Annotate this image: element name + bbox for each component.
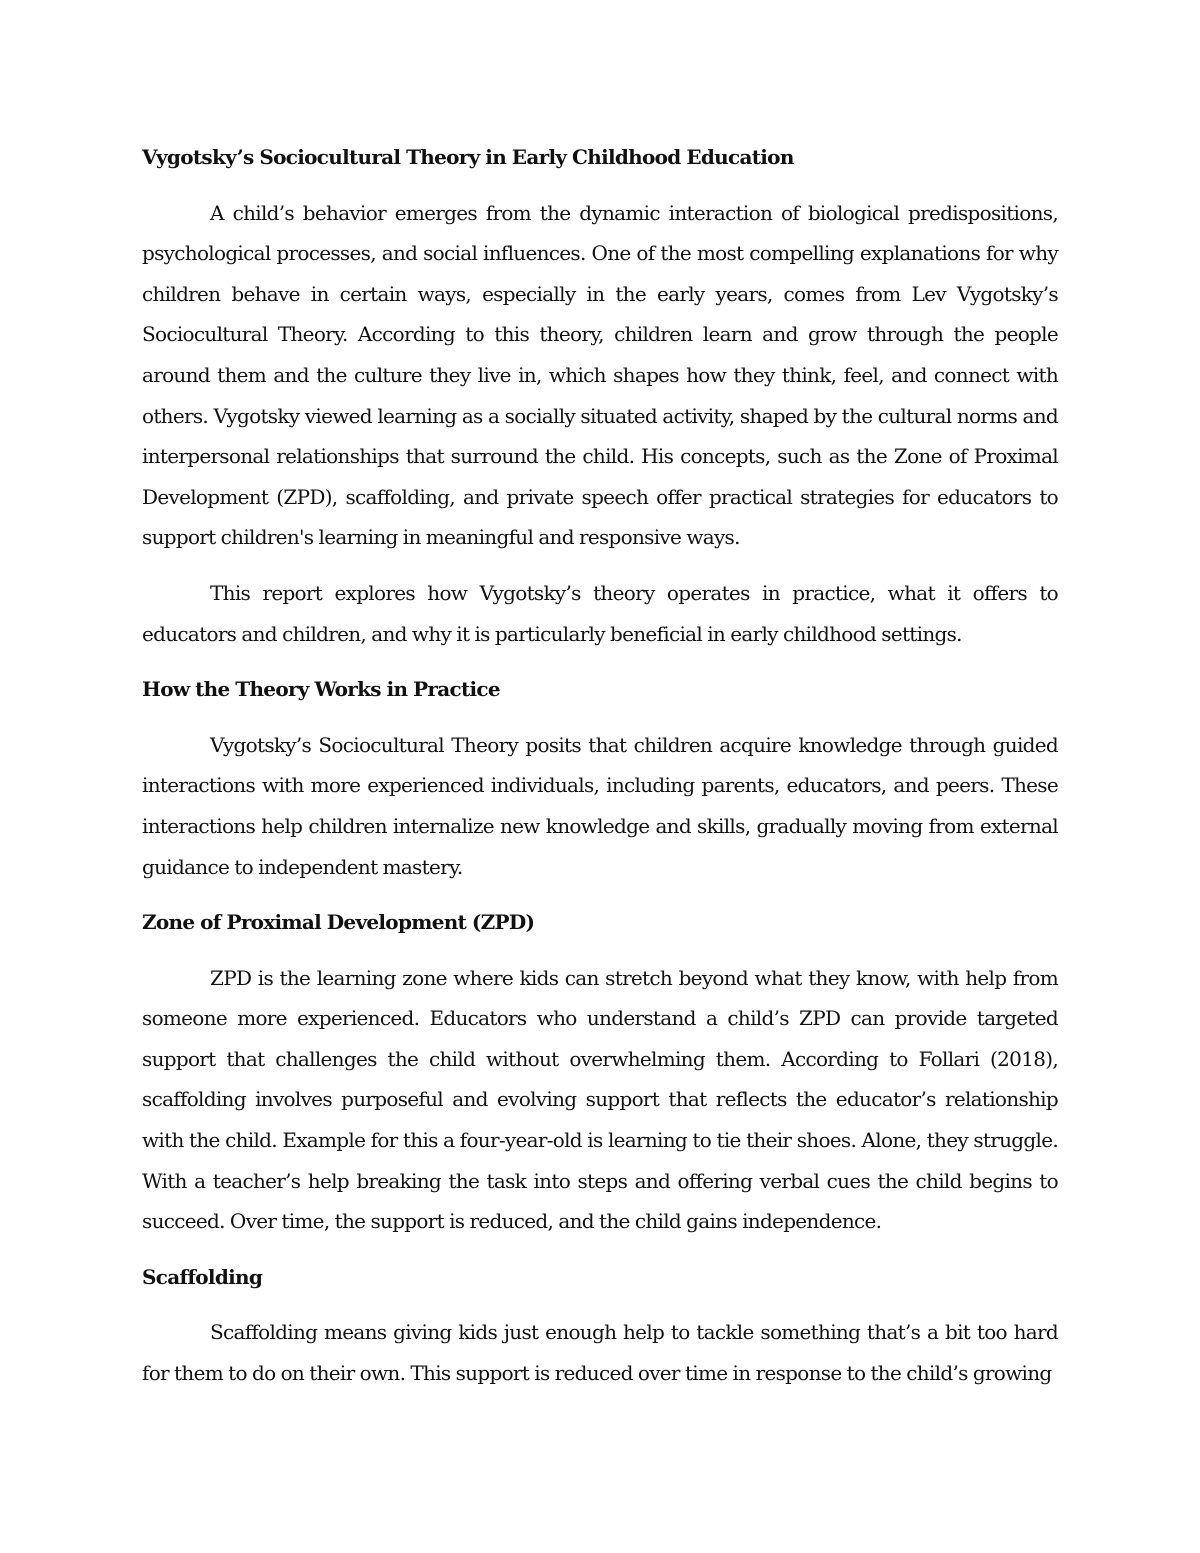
- section-paragraph-practice: Vygotsky’s Sociocultural Theory posits that children acquire knowledge through guided interactions with more experienced individuals, including parents, educators, and peers. These interactions help children internalize new knowledge and skills, gradually moving from external guidance to independent mastery.: [142, 732, 1058, 879]
- section-heading-zpd: Zone of Proximal Development (ZPD): [142, 910, 535, 935]
- section-heading-scaffolding: Scaffolding: [142, 1264, 263, 1289]
- intro-paragraph-1: A child’s behavior emerges from the dynamic interaction of biological predispositions, psychological processes, and social influences. One of the most compelling explanations for why children behave in certain ways, especially in the early years, comes from Lev Vygotsky’s Sociocultural Theory. According to this theory, children learn and grow through the people around them and the culture they live in, which shapes how they think, feel, and connect with others. Vygotsky viewed learning as a socially situated activity, shaped by the cultural norms and interpersonal relationships that surround the child. His concepts, such as the Zone of Proximal Development (ZPD), scaffolding, and private speech offer practical strategies for educators to support children's learning in meaningful and responsive ways.: [142, 200, 1058, 550]
- document-title: Vygotsky’s Sociocultural Theory in Early Childhood Education: [142, 145, 794, 169]
- section-paragraph-scaffolding: Scaffolding means giving kids just enough help to tackle something that’s a bit too hard for them to do on their own. This support is reduced over time in response to the child’s growing: [142, 1320, 1058, 1386]
- section-heading-practice: How the Theory Works in Practice: [142, 677, 500, 702]
- intro-paragraph-2: This report explores how Vygotsky’s theory operates in practice, what it offers to educators and children, and why it is particularly beneficial in early childhood settings.: [142, 580, 1058, 646]
- document-body: [142, 137, 1058, 1394]
- section-paragraph-zpd: ZPD is the learning zone where kids can stretch beyond what they know, with help from someone more experienced. Educators who understand a child’s ZPD can provide targeted support that challenges the child without overwhelming them. According to Follari (2018), scaffolding involves purposeful and evolving support that reflects the educator’s relationship with the child. Example for this a four-year-old is learning to tie their shoes. Alone, they struggle. With a teacher’s help breaking the task into steps and offering verbal cues the child begins to succeed. Over time, the support is reduced, and the child gains independence.: [142, 965, 1058, 1234]
